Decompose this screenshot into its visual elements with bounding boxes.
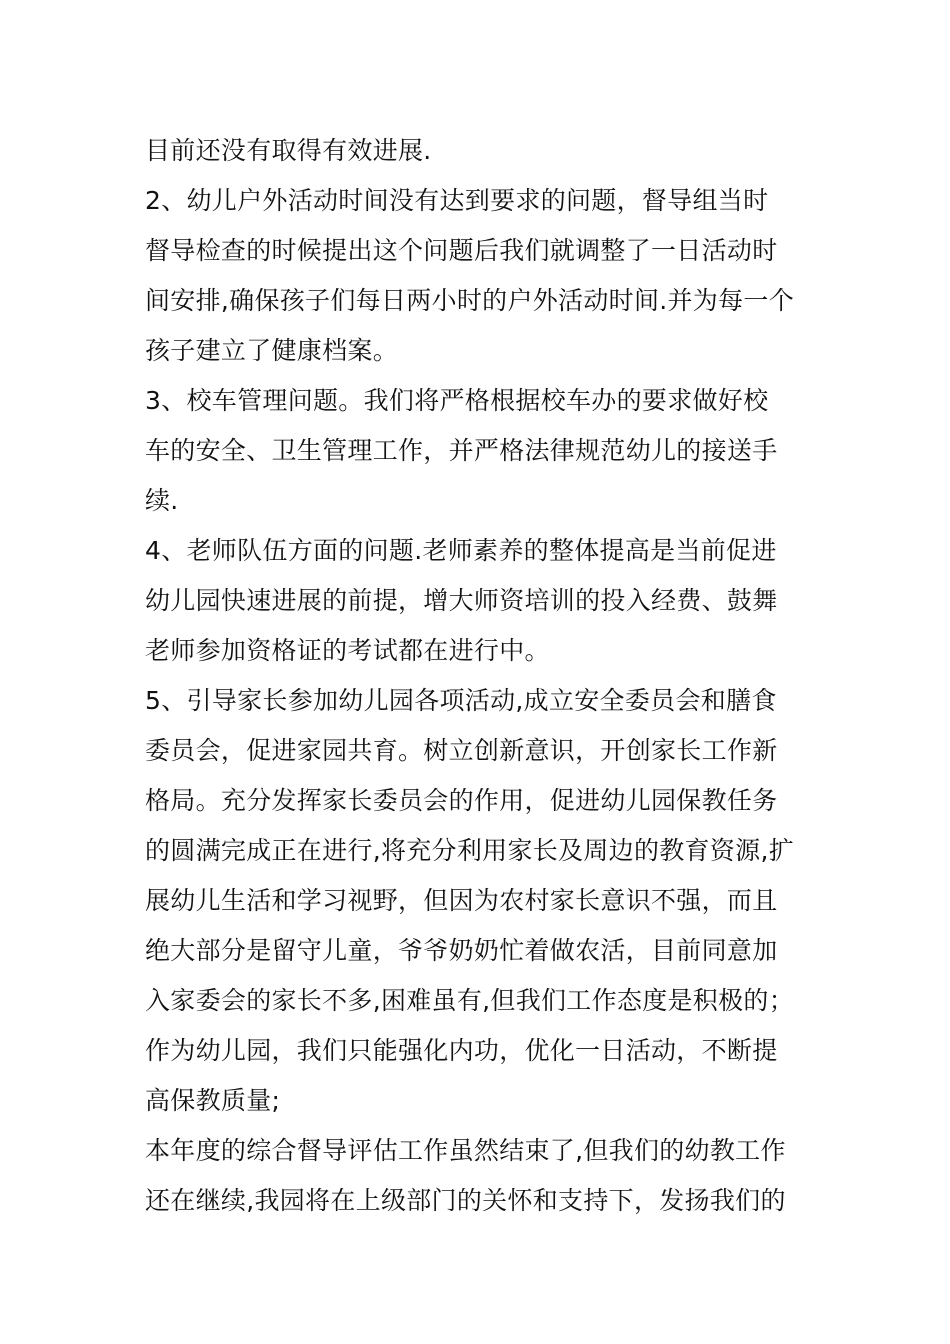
- text-line: 格局。充分发挥家长委员会的作用，促进幼儿园保教任务: [145, 786, 778, 815]
- text-line: 目前还没有取得有效进展.: [145, 136, 432, 165]
- text-line: 车的安全、卫生管理工作，并严格法律规范幼儿的接送手: [145, 436, 778, 465]
- text-line: 老师参加资格证的考试都在进行中。: [145, 636, 550, 665]
- text-line: 3、校车管理问题。我们将严格根据校车办的要求做好校: [145, 386, 769, 415]
- text-line: 间安排,确保孩子们每日两小时的户外活动时间.并为每一个: [145, 286, 794, 315]
- text-line: 幼儿园快速进展的前提，增大师资培训的投入经费、鼓舞: [145, 586, 778, 615]
- text-line: 绝大部分是留守儿童，爷爷奶奶忙着做农活，目前同意加: [145, 936, 778, 965]
- text-line: 本年度的综合督导评估工作虽然结束了,但我们的幼教工作: [145, 1136, 786, 1165]
- document-body: [145, 126, 810, 1226]
- text-line: 展幼儿生活和学习视野，但因为农村家长意识不强，而且: [145, 886, 778, 915]
- text-line: 督导检查的时候提出这个问题后我们就调整了一日活动时: [145, 236, 778, 265]
- text-line: 委员会，促进家园共育。树立创新意识，开创家长工作新: [145, 736, 778, 765]
- text-line: 2、幼儿户外活动时间没有达到要求的问题，督导组当时: [145, 186, 769, 215]
- text-line: 高保教质量;: [145, 1086, 281, 1115]
- text-line: 还在继续,我园将在上级部门的关怀和支持下，发扬我们的: [145, 1186, 786, 1215]
- text-line: 5、引导家长参加幼儿园各项活动,成立安全委员会和膳食: [145, 686, 777, 715]
- text-line: 作为幼儿园，我们只能强化内功，优化一日活动，不断提: [145, 1036, 778, 1065]
- text-line: 的圆满完成正在进行,将充分利用家长及周边的教育资源,扩: [145, 836, 794, 865]
- text-line: 4、老师队伍方面的问题.老师素养的整体提高是当前促进: [145, 536, 777, 565]
- text-line: 入家委会的家长不多,困难虽有,但我们工作态度是积极的；: [145, 986, 794, 1015]
- text-line: 孩子建立了健康档案。: [145, 336, 399, 365]
- text-line: 续.: [145, 486, 179, 515]
